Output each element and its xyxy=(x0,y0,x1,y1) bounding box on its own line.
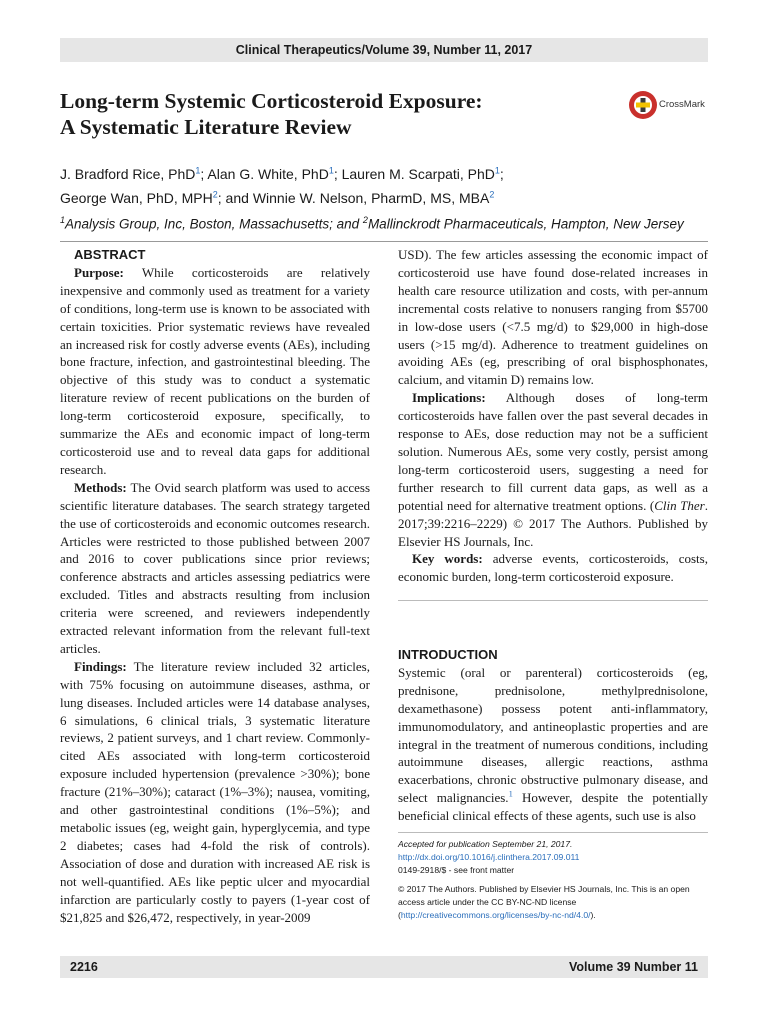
article-title xyxy=(60,88,580,140)
abstract-column-right xyxy=(398,246,708,586)
article-footnote xyxy=(398,838,708,922)
volume-label: Volume 39 Number 11 xyxy=(569,960,698,974)
author: Winnie W. Nelson, PharmD, MS, MBA$^2$ xyxy=(252,189,495,207)
divider xyxy=(398,832,708,833)
author: J. Bradford Rice, PhD$^1$; xyxy=(60,165,208,182)
doi-link[interactable]: http://dx.doi.org/10.1016/j.clinthera.2017.09.011 xyxy=(398,852,580,862)
journal-header: Clinical Therapeutics/Volume 39, Number 11, 2017 xyxy=(235,43,533,57)
abstract-heading: ABSTRACT xyxy=(74,247,146,262)
abstract-findings-cont: USD). The few articles assessing the economic impact of corticosteroid use have found dose-related increases in health care resource utilization and costs, with per-annum incremental costs relative to nonusers ranging from $5700 in low-dose users (<7.5 mg/d) to $29,000 in high-dose users (>15 mg/d). Adherence to treatment guidelines on avoiding AEs (eg, prescribing of oral bisphosphonates, calcium, and vitamin D) remains low. xyxy=(398,247,708,388)
introduction-section xyxy=(398,646,708,825)
crossmark-icon xyxy=(628,90,658,120)
divider xyxy=(398,600,708,601)
abstract-findings: Findings: The literature review included 32 articles, with 75% focusing on autoimmune diseases, asthma, or lung diseases. Included articles were 14 database analyses, 6 simulations, 6 clinical trials, 3 systematic literature reviews, 2 patient surveys, and 1 chart review. Commonly-cited AEs associated with long-term corticosteroid exposure included hypertension (prevalence >30%); bone fracture (21%–30%); cataract (1%–3%); nausea, vomiting, and other gastrointestinal conditions (1%–5%); and metabolic issues (eg, weight gain, hyperglycemia, and type 2 diabetes; cases had 4-fold the risk of controls). Association of dose and duration with increased AE risk is not well-quantified. AEs like peptic ulcer and myocardial infarction are particularly costly to payers (1-year cost of $21,825 and $26,472, respectively, in year-2009 xyxy=(60,658,370,925)
accepted-date: Accepted for publication September 21, 2017. xyxy=(398,839,573,849)
page-footer xyxy=(60,956,708,978)
title-line-1: Long-term Systemic Corticosteroid Exposure: xyxy=(60,89,483,113)
title-line-2: A Systematic Literature Review xyxy=(60,115,352,139)
crossmark-badge[interactable] xyxy=(628,90,712,120)
divider xyxy=(60,241,708,242)
abstract-column-left xyxy=(60,246,370,926)
introduction-text: Systemic (oral or parenteral) corticosteroids (eg, prednisone, prednisolone, methylprednisolone, dexamethasone) possess potent anti-inflammatory, immunomodulatory, and antineoplastic properties and are integral in the treatment of numerous conditions, including autoimmune diseases, allergic reactions, asthma exacerbations, chronic obstructive pulmonary disease, and select malignancies.$^1$ However, despite the potentially beneficial clinical effects of these agents, such use is also xyxy=(398,664,708,824)
author: George Wan, PhD, MPH$^2$; and xyxy=(60,189,253,207)
issn: 0149-2918/$ - see front matter xyxy=(398,865,515,875)
abstract-implications: Implications: Although doses of long-term corticosteroids have fallen over the past several decades in response to AEs, dose reduction may not be a sufficient solution. Numerous AEs, some very costly, persist among long-term corticosteroid users, suggesting a need for further research to fill current data gaps, as well as a potential need for alternative treatment options. (Clin Ther. 2017;39:2216–2229) © 2017 The Authors. Published by Elsevier HS Journals, Inc. xyxy=(398,390,708,549)
page-number: 2216 xyxy=(70,960,98,974)
reference-link[interactable]: 1 xyxy=(508,788,513,799)
license-link[interactable]: http://creativecommons.org/licenses/by-nc-nd/4.0/ xyxy=(400,910,591,920)
introduction-heading: INTRODUCTION xyxy=(398,647,498,662)
abstract-methods: Methods: The Ovid search platform was used to access scientific literature databases. The search strategy targeted the use of corticosteroids and economic outcomes research. Articles were restricted to those published between 2007 and 2016 to cover publications since prior reviews; conference abstracts and articles assessing pediatrics were excluded. Titles and abstracts resulting from inclusion criteria were screened, and reviewers independently extracted relevant information from the relevant full-text articles. xyxy=(60,479,370,656)
crossmark-label: CrossMark xyxy=(659,99,705,110)
affiliations: $^1$Analysis Group, Inc, Boston, Massachusetts; and $^2$Mallinckrodt Pharmaceuticals, Hampton, New Jersey xyxy=(60,215,684,232)
abstract-keywords: Key words: adverse events, corticosteroids, costs, economic burden, long-term corticosteroid exposure. xyxy=(398,551,708,585)
author: Lauren M. Scarpati, PhD$^1$; xyxy=(341,165,504,182)
author: Alan G. White, PhD$^1$; xyxy=(207,165,342,182)
license-note: © 2017 The Authors. Published by Elsevier HS Journals, Inc. This is an open access article under the CC BY-NC-ND license (http://creativecommons.org/licenses/by-nc-nd/4.0/). xyxy=(398,884,690,920)
author-list xyxy=(60,160,710,209)
journal-header-bar xyxy=(60,38,708,62)
abstract-purpose: Purpose: While corticosteroids are relatively inexpensive and commonly used as treatment for a variety of conditions, long-term use is known to be associated with certain toxicities. Prior systematic reviews have revealed an increased risk for costly adverse events (AEs), including bone fracture, infection, and gastrointestinal bleeding. The objective of this study was to conduct a systematic literature review of recent publications on the burden of long-term corticosteroid exposure, specifically, to summarize the AEs and economic impact of long-term corticosteroid use and to reveal data gaps for additional research. xyxy=(60,264,370,477)
